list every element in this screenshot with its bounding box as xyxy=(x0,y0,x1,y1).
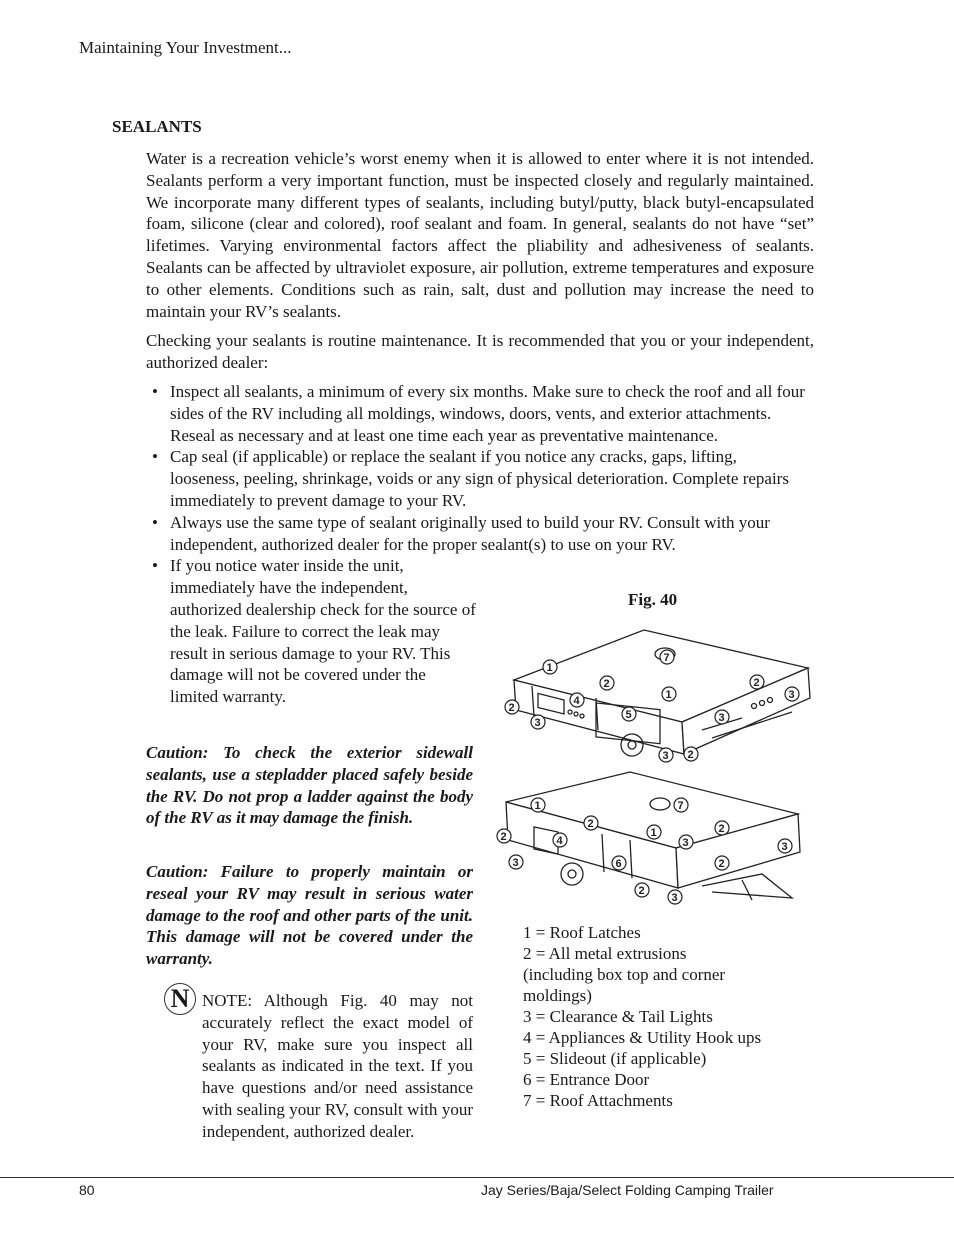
legend-item: 7 = Roof Attachments xyxy=(523,1091,673,1110)
note-text: NOTE: Although Fig. 40 may not accurately reflect the exact model of your RV, make sure you inspect all sealants as indicated in the text. If you have questions and/or need assistance with sealing your RV, consult with your independent, authorized dealer. xyxy=(202,991,473,1141)
trailer-diagram xyxy=(492,626,818,914)
svg-text:3: 3 xyxy=(718,712,725,724)
svg-text:2: 2 xyxy=(718,823,725,835)
note-icon: N xyxy=(164,983,196,1015)
bullet-item: • If you notice water inside the unit, immediately have the independent, authorized dealership check for the source of the leak. Failure to correct the leak may result in serious damage to your RV. This damage will not be covered under the limited warranty. xyxy=(146,555,476,708)
svg-text:3: 3 xyxy=(671,892,678,904)
figure-legend xyxy=(523,922,803,1111)
svg-text:3: 3 xyxy=(682,837,689,849)
svg-text:2: 2 xyxy=(687,749,694,761)
checking-paragraph: Checking your sealants is routine maintenance. It is recommended that you or your independent, authorized dealer: xyxy=(146,331,814,372)
footer-divider xyxy=(0,1177,954,1178)
legend-item: 4 = Appliances & Utility Hook ups xyxy=(523,1028,762,1047)
running-header: Maintaining Your Investment... xyxy=(79,38,292,57)
legend-item: moldings) xyxy=(523,986,592,1005)
legend-item: 6 = Entrance Door xyxy=(523,1070,650,1089)
svg-text:1: 1 xyxy=(650,827,657,839)
trailer-figure xyxy=(492,626,818,919)
bullet-item: • Cap seal (if applicable) or replace the sealant if you notice any cracks, gaps, lifting, looseness, peeling, shrinkage, voids or any sign of physical deterioration. Complete repairs immediately to prevent damage to your RV. xyxy=(146,446,806,511)
intro-paragraph: Water is a recreation vehicle’s worst enemy when it is allowed to enter where it is not intended. Sealants perform a very important function, must be inspected closely and regularly maintained. We incorporate many different types of sealants, including butyl/putty, black butyl-encapsulated foam, silicone (clear and colored), roof sealant and foam. In general, sealants do not have “set” lifetimes. Varying environmental factors affect the pliability and adhesiveness of sealants. Sealants can be affected by ultraviolet exposure, air pollution, extreme temperatures and exposure to other elements. Conditions such as rain, salt, dust and pollution may increase the need to maintain your RV’s sealants. xyxy=(146,149,814,321)
svg-text:4: 4 xyxy=(556,835,563,847)
legend-item: 2 = All metal extrusions xyxy=(523,944,687,963)
svg-text:2: 2 xyxy=(587,818,594,830)
legend-item: 5 = Slideout (if applicable) xyxy=(523,1049,707,1068)
svg-text:2: 2 xyxy=(500,831,507,843)
legend-item: (including box top and corner xyxy=(523,965,726,984)
figure-label: Fig. 40 xyxy=(628,590,678,609)
publication-title: Jay Series/Baja/Select Folding Camping Trailer xyxy=(481,1182,774,1198)
svg-text:1: 1 xyxy=(665,689,672,701)
svg-text:1: 1 xyxy=(546,662,553,674)
svg-text:2: 2 xyxy=(638,885,645,897)
svg-text:2: 2 xyxy=(603,678,610,690)
svg-text:3: 3 xyxy=(662,750,669,762)
caution-maintenance: Caution: Failure to properly maintain or reseal your RV may result in serious water damage to the roof and other parts of the unit. This damage will not be covered under the warranty. xyxy=(146,862,473,969)
bullet-item: • Always use the same type of sealant originally used to build your RV. Consult with your independent, authorized dealer for the proper sealant(s) to use on your RV. xyxy=(146,512,806,556)
svg-text:3: 3 xyxy=(781,841,788,853)
svg-text:5: 5 xyxy=(625,709,632,721)
svg-text:3: 3 xyxy=(788,689,795,701)
section-title: SEALANTS xyxy=(112,117,202,136)
svg-text:2: 2 xyxy=(718,858,725,870)
legend-item: 3 = Clearance & Tail Lights xyxy=(523,1007,713,1026)
svg-text:7: 7 xyxy=(677,800,684,812)
svg-text:2: 2 xyxy=(508,702,515,714)
page-number: 80 xyxy=(79,1182,95,1198)
svg-text:3: 3 xyxy=(534,717,541,729)
svg-text:1: 1 xyxy=(534,800,541,812)
bullet-item: • Inspect all sealants, a minimum of every six months. Make sure to check the roof and all four sides of the RV including all moldings, windows, doors, vents, and exterior attachments. Reseal as necessary and at least one time each year as preventative maintenance. xyxy=(146,381,806,446)
svg-text:4: 4 xyxy=(573,695,580,707)
svg-text:7: 7 xyxy=(663,652,670,664)
svg-text:2: 2 xyxy=(753,677,760,689)
svg-text:6: 6 xyxy=(615,858,622,870)
caution-ladder: Caution: To check the exterior sidewall sealants, use a stepladder placed safely beside the RV. Do not prop a ladder against the body of the RV as it may damage the finish. xyxy=(146,743,473,828)
legend-item: 1 = Roof Latches xyxy=(523,923,641,942)
svg-text:3: 3 xyxy=(512,857,519,869)
